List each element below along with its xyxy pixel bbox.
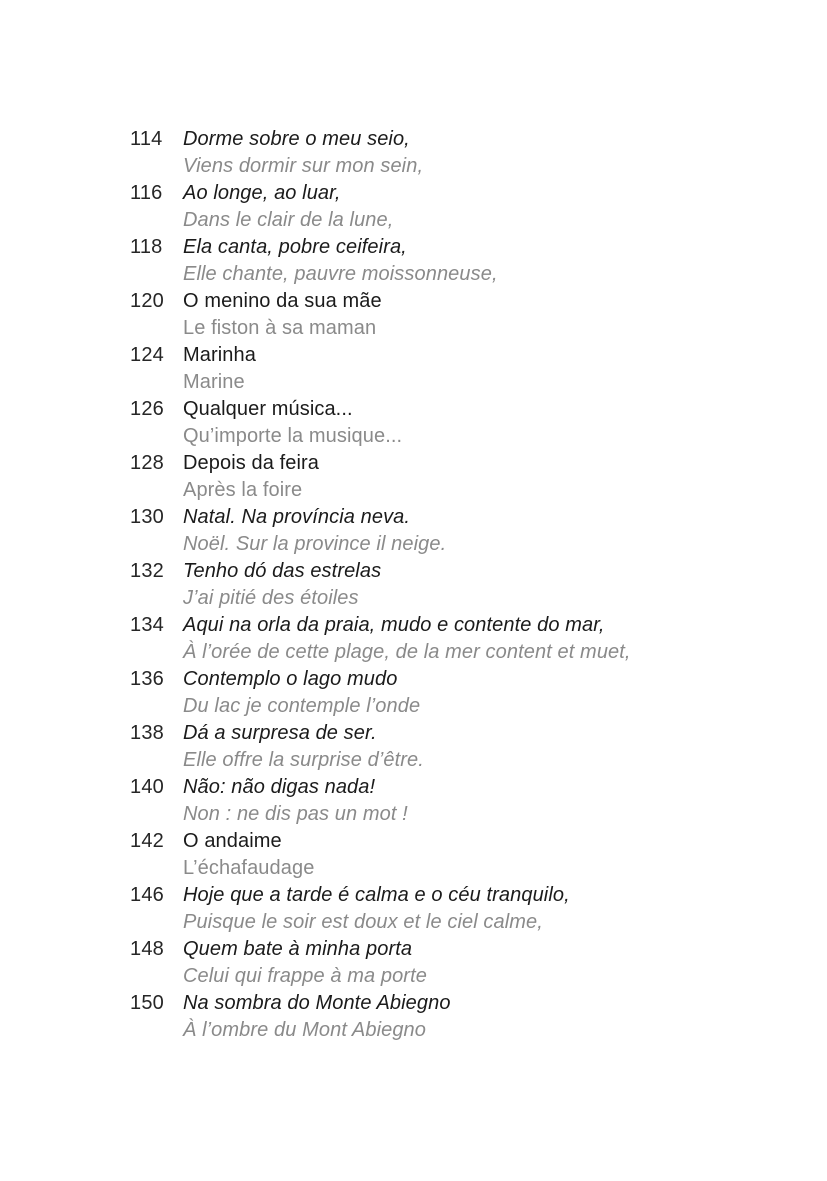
toc-entry	[130, 882, 780, 936]
toc-entry	[130, 504, 780, 558]
entry-titles	[183, 828, 780, 882]
entry-titles	[183, 342, 780, 396]
page-number: 128	[130, 452, 164, 474]
table-of-contents	[130, 126, 780, 1044]
page-number: 136	[130, 668, 164, 690]
toc-entry	[130, 234, 780, 288]
page-number: 150	[130, 992, 164, 1014]
poem-title-portuguese: O andaime	[183, 830, 282, 852]
poem-title-french-translation: Après la foire	[183, 479, 303, 501]
toc-entry	[130, 396, 780, 450]
poem-title-portuguese: Depois da feira	[183, 452, 320, 474]
page-number: 134	[130, 614, 164, 636]
poem-title-french-translation: Le fiston à sa maman	[183, 317, 377, 339]
poem-title-portuguese: Quem bate à minha porta	[183, 938, 413, 960]
poem-title-portuguese: Ao longe, ao luar,	[183, 182, 341, 204]
entry-titles	[183, 558, 780, 612]
toc-entry	[130, 558, 780, 612]
poem-title-portuguese: Tenho dó das estrelas	[183, 560, 382, 582]
toc-entry	[130, 828, 780, 882]
poem-title-french-translation: J’ai pitié des étoiles	[183, 587, 359, 609]
poem-title-french-translation: L’échafaudage	[183, 857, 315, 879]
entry-titles	[183, 612, 780, 666]
toc-entry	[130, 342, 780, 396]
page-number: 124	[130, 344, 164, 366]
page-number: 146	[130, 884, 164, 906]
poem-title-portuguese: Na sombra do Monte Abiegno	[183, 992, 451, 1014]
poem-title-french-translation: Celui qui frappe à ma porte	[183, 965, 427, 987]
poem-title-portuguese: Ela canta, pobre ceifeira,	[183, 236, 407, 258]
toc-entry	[130, 288, 780, 342]
poem-title-portuguese: O menino da sua mãe	[183, 290, 382, 312]
page-number: 114	[130, 128, 163, 150]
toc-entry	[130, 450, 780, 504]
entry-titles	[183, 882, 780, 936]
poem-title-portuguese: Marinha	[183, 344, 256, 366]
entry-titles	[183, 288, 780, 342]
poem-title-portuguese: Natal. Na província neva.	[183, 506, 411, 528]
poem-title-french-translation: Qu’importe la musique...	[183, 425, 403, 447]
page-number: 132	[130, 560, 164, 582]
poem-title-french-translation: Viens dormir sur mon sein,	[183, 155, 424, 177]
poem-title-french-translation: Non : ne dis pas un mot !	[183, 803, 408, 825]
poem-title-portuguese: Não: não digas nada!	[183, 776, 376, 798]
poem-title-french-translation: Puisque le soir est doux et le ciel calme,	[183, 911, 543, 933]
entry-titles	[183, 450, 780, 504]
poem-title-french-translation: Dans le clair de la lune,	[183, 209, 394, 231]
page-number: 148	[130, 938, 164, 960]
toc-entry	[130, 126, 780, 180]
poem-title-french-translation: Elle offre la surprise d’être.	[183, 749, 424, 771]
entry-titles	[183, 990, 780, 1044]
toc-entry	[130, 990, 780, 1044]
toc-entry	[130, 720, 780, 774]
toc-entry	[130, 774, 780, 828]
entry-titles	[183, 396, 780, 450]
poem-title-portuguese: Hoje que a tarde é calma e o céu tranquilo,	[183, 884, 570, 906]
page-number: 140	[130, 776, 164, 798]
entry-titles	[183, 666, 780, 720]
poem-title-portuguese: Dá a surpresa de ser.	[183, 722, 377, 744]
poem-title-french-translation: À l’orée de cette plage, de la mer content et muet,	[183, 641, 631, 663]
page-number: 126	[130, 398, 164, 420]
poem-title-french-translation: Marine	[183, 371, 245, 393]
poem-title-french-translation: Noël. Sur la province il neige.	[183, 533, 447, 555]
page-number: 116	[130, 182, 163, 204]
toc-entry	[130, 936, 780, 990]
poem-title-french-translation: À l’ombre du Mont Abiegno	[183, 1019, 427, 1041]
entry-titles	[183, 234, 780, 288]
entry-titles	[183, 504, 780, 558]
page-number: 120	[130, 290, 164, 312]
page-number: 130	[130, 506, 164, 528]
page-number: 138	[130, 722, 164, 744]
entry-titles	[183, 936, 780, 990]
entry-titles	[183, 720, 780, 774]
page-number: 118	[130, 236, 163, 258]
poem-title-portuguese: Contemplo o lago mudo	[183, 668, 398, 690]
entry-titles	[183, 126, 780, 180]
poem-title-french-translation: Du lac je contemple l’onde	[183, 695, 421, 717]
poem-title-portuguese: Qualquer música...	[183, 398, 353, 420]
poem-title-portuguese: Aqui na orla da praia, mudo e contente do mar,	[183, 614, 605, 636]
poem-title-french-translation: Elle chante, pauvre moissonneuse,	[183, 263, 498, 285]
toc-entry	[130, 666, 780, 720]
page-number: 142	[130, 830, 164, 852]
entry-titles	[183, 180, 780, 234]
entry-titles	[183, 774, 780, 828]
poem-title-portuguese: Dorme sobre o meu seio,	[183, 128, 410, 150]
toc-entry	[130, 612, 780, 666]
toc-entry	[130, 180, 780, 234]
